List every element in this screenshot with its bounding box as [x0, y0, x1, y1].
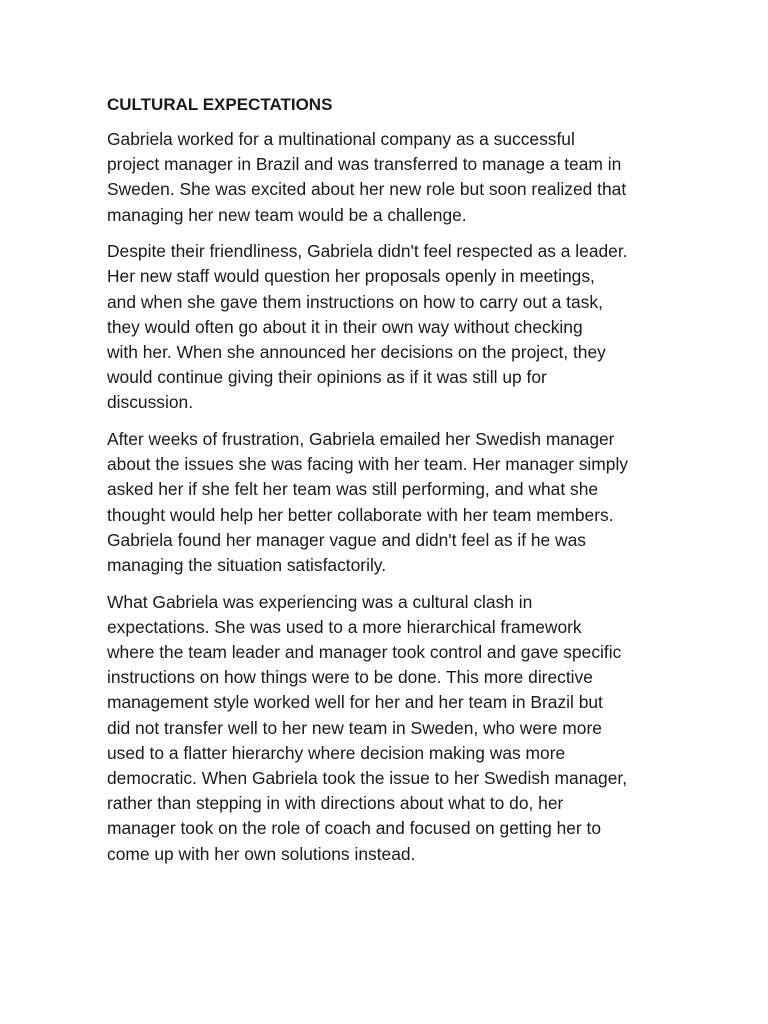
text-line: about the issues she was facing with her team. Her manager simply: [107, 454, 628, 475]
text-line: with her. When she announced her decisions on the project, they: [107, 342, 606, 363]
text-line: instructions on how things were to be done. This more directive: [107, 667, 593, 688]
document-title: CULTURAL EXPECTATIONS: [107, 95, 333, 114]
paragraph-1: [107, 127, 667, 228]
text-line: and when she gave them instructions on how to carry out a task,: [107, 291, 603, 312]
text-line: project manager in Brazil and was transferred to manage a team in: [107, 154, 622, 175]
text-line: thought would help her better collaborate with her team members.: [107, 504, 614, 525]
text-line: managing the situation satisfactorily.: [107, 555, 387, 576]
text-line: managing her new team would be a challenge.: [107, 204, 467, 225]
text-line: Gabriela found her manager vague and didn't feel as if he was: [107, 529, 586, 550]
paragraph-3: [107, 427, 667, 578]
text-line: come up with her own solutions instead.: [107, 843, 416, 864]
text-line: they would often go about it in their own way without checking: [107, 316, 583, 337]
paragraph-4: [107, 590, 667, 867]
text-line: management style worked well for her and her team in Brazil but: [107, 692, 603, 713]
text-line: Despite their friendliness, Gabriela didn't feel respected as a leader.: [107, 241, 628, 262]
text-line: democratic. When Gabriela took the issue to her Swedish manager,: [107, 768, 628, 789]
text-line: Sweden. She was excited about her new role but soon realized that: [107, 179, 627, 200]
text-line: rather than stepping in with directions about what to do, her: [107, 793, 564, 814]
text-line: expectations. She was used to a more hierarchical framework: [107, 616, 582, 637]
text-line: where the team leader and manager took control and gave specific: [107, 642, 622, 663]
text-line: used to a flatter hierarchy where decision making was more: [107, 742, 566, 763]
text-line: What Gabriela was experiencing was a cultural clash in: [107, 591, 533, 612]
text-line: Gabriela worked for a multinational company as a successful: [107, 129, 575, 149]
text-line: Her new staff would question her proposals openly in meetings,: [107, 266, 595, 287]
text-line: discussion.: [107, 392, 194, 413]
text-line: manager took on the role of coach and focused on getting her to: [107, 818, 602, 839]
text-line: would continue giving their opinions as if it was still up for: [107, 367, 547, 388]
text-line: After weeks of frustration, Gabriela emailed her Swedish manager: [107, 429, 615, 450]
paragraph-2: [107, 239, 667, 415]
text-line: asked her if she felt her team was still performing, and what she: [107, 479, 599, 500]
text-line: did not transfer well to her new team in Sweden, who were more: [107, 717, 602, 738]
document-page: [107, 92, 667, 878]
